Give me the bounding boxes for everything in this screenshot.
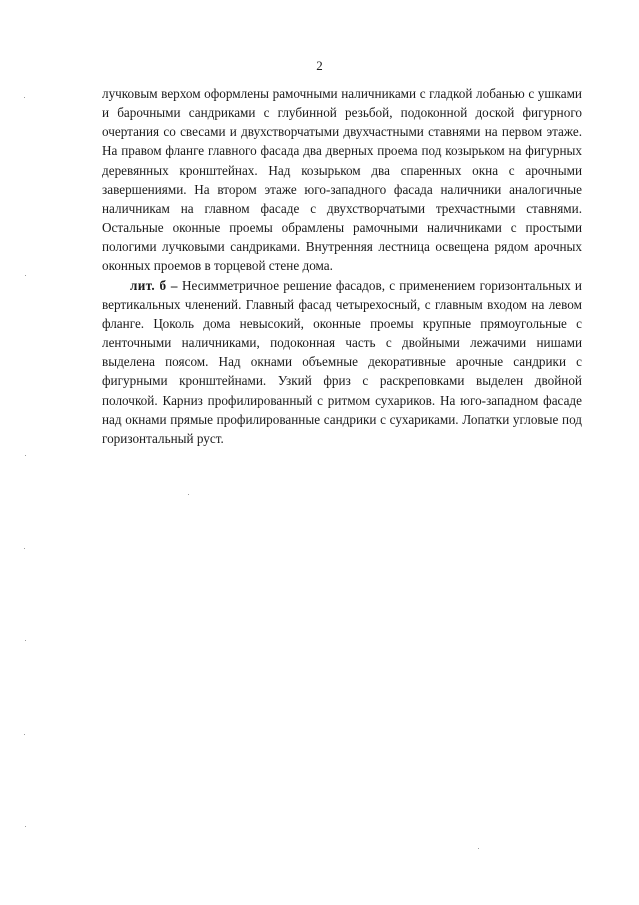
- paragraph-continued: [102, 84, 582, 276]
- scan-speck: [478, 848, 479, 849]
- scan-speck: [24, 734, 25, 735]
- scan-speck: [25, 455, 26, 456]
- scan-speck: [24, 548, 25, 549]
- scan-speck: [188, 494, 189, 495]
- paragraph-text: Несимметричное решение фасадов, с применением горизонтальных и вертикальных членений. Главный фасад четырехосный, с главным входом на левом фланге. Цоколь дома невысокий, оконные проемы крупные прямоугольные с ленточными наличниками, подоконная часть с двойными лежачими нишами выделена поясом. Над окнами объемные декоративные арочные сандрики с фигурными кронштейнами. Узкий фриз с раскреповками выделен двойной полочкой. Карниз профилированный с ритмом сухариков. На юго-западном фасаде над окнами прямые профилированные сандрики с сухариками. Лопатки угловые под горизонтальный руст.: [102, 277, 582, 446]
- paragraph-lit-b: [102, 276, 582, 448]
- body-text: [102, 84, 582, 448]
- scan-speck: [25, 640, 26, 641]
- page-number: 2: [316, 58, 323, 73]
- paragraph-text: лучковым верхом оформлены рамочными наличниками с гладкой лобанью с ушками и барочными сандриками с глубинной резьбой, подоконной доской фигурного очертания со свесами и двухстворчатыми двухчастными ставнями на первом этаже. На правом фланге главного фасада два дверных проема под козырьком на фигурных деревянных кронштейнах. Над козырьком два спаренных окна с арочными завершениями. На втором этаже юго-западного фасада наличники аналогичные наличникам на главном фасаде с двухстворчатыми трехчастными ставнями. Остальные оконные проемы обрамлены рамочными наличниками с простыми пологими лучковыми сандриками. Внутренняя лестница освещена рядом арочных оконных проемов в торцевой стене дома.: [102, 86, 582, 274]
- lit-b-label: лит. б –: [130, 277, 178, 293]
- scan-speck: [25, 275, 26, 276]
- scan-speck: [24, 97, 25, 98]
- scan-speck: [25, 826, 26, 827]
